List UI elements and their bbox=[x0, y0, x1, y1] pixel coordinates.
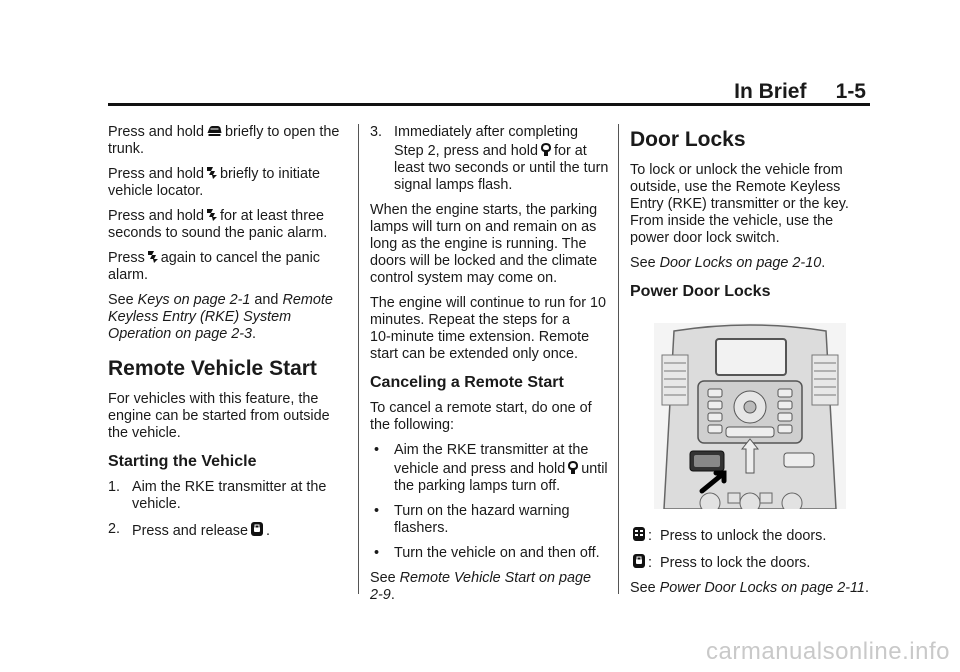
text: See bbox=[630, 580, 660, 596]
subsection-heading: Starting the Vehicle bbox=[108, 453, 257, 470]
bullet-item bbox=[370, 442, 610, 495]
vehicle-locator-icon bbox=[147, 250, 159, 264]
bullet-item bbox=[370, 503, 610, 537]
text: Press and release bbox=[132, 523, 248, 539]
list-text bbox=[132, 521, 270, 540]
text: briefly to open the trunk. bbox=[108, 124, 340, 157]
paragraph: The engine will continue to run for 10 minutes. Repeat the steps for a 10‑minute time extension. Remote start can be extended only once. bbox=[370, 295, 606, 362]
bullet: • bbox=[374, 545, 380, 561]
text: Press and hold bbox=[108, 208, 204, 224]
bullet-item bbox=[370, 545, 610, 562]
dashboard-illustration bbox=[654, 323, 846, 509]
trunk-paragraph bbox=[108, 124, 344, 158]
lock-icon bbox=[632, 553, 646, 569]
see-reference bbox=[108, 292, 344, 343]
remote-start-icon bbox=[540, 141, 552, 157]
subsection-heading: Power Door Locks bbox=[630, 283, 771, 300]
column-divider bbox=[358, 124, 359, 594]
vehicle-locator-icon bbox=[206, 208, 218, 222]
section-heading: Remote Vehicle Start bbox=[108, 357, 317, 380]
vehicle-locator-icon bbox=[206, 166, 218, 180]
text: for at least three seconds to sound the panic alarm. bbox=[108, 208, 328, 241]
text: See bbox=[630, 255, 660, 271]
list-item bbox=[108, 521, 344, 540]
text: See bbox=[370, 570, 400, 586]
list-number: 1. bbox=[108, 479, 121, 495]
text: for at least two seconds or until the turn signal lamps flash. bbox=[394, 143, 609, 193]
text: Press bbox=[108, 250, 145, 266]
remote-start-icon bbox=[567, 459, 579, 475]
unlock-icon bbox=[632, 526, 646, 542]
reference-link[interactable]: Door Locks on page 2‑10 bbox=[659, 255, 822, 271]
text: Press and hold bbox=[108, 124, 204, 140]
bullet-text bbox=[394, 442, 610, 495]
paragraph: For vehicles with this feature, the engine can be started from outside the vehicle. bbox=[108, 391, 330, 441]
text: . bbox=[821, 255, 826, 271]
paragraph: When the engine starts, the parking lamps will turn on and remain on as long as the engine is running. The doors will be locked and the climate control system may come on. bbox=[370, 202, 598, 286]
column-right bbox=[630, 124, 870, 605]
list-item bbox=[370, 124, 610, 194]
text: : bbox=[648, 528, 652, 544]
page-header-title: In Brief 1-5 bbox=[734, 80, 866, 103]
see-reference bbox=[630, 580, 870, 597]
trunk-icon bbox=[206, 124, 223, 138]
text: Press to unlock the doors. bbox=[660, 528, 827, 544]
text: Immediately after completing Step 2, press and hold bbox=[394, 124, 578, 159]
list-text bbox=[394, 124, 610, 194]
list-number: 3. bbox=[370, 124, 383, 140]
panic-paragraph bbox=[108, 208, 344, 242]
list-number: 2. bbox=[108, 521, 121, 537]
text: . bbox=[390, 587, 395, 603]
list-text: Aim the RKE transmitter at the vehicle. bbox=[132, 479, 327, 512]
text: again to cancel the panic alarm. bbox=[108, 250, 321, 283]
locator-paragraph bbox=[108, 166, 344, 200]
list-item bbox=[108, 479, 344, 513]
text: Press and hold bbox=[108, 166, 204, 182]
text: and bbox=[250, 292, 283, 308]
text: . bbox=[864, 580, 869, 596]
column-left bbox=[108, 124, 344, 548]
reference-link[interactable]: Remote Keyless Entry (RKE) System Operation on page 2‑3 bbox=[108, 292, 333, 342]
bullet-text: Turn the vehicle on and then off. bbox=[394, 545, 600, 561]
text: Press to lock the doors. bbox=[660, 555, 811, 571]
subsection-heading: Canceling a Remote Start bbox=[370, 374, 564, 391]
bullet: • bbox=[374, 442, 380, 458]
paragraph: To cancel a remote start, do one of the following: bbox=[370, 400, 592, 433]
column-divider bbox=[618, 124, 619, 594]
text: : bbox=[648, 555, 652, 571]
see-reference bbox=[630, 255, 870, 272]
text: Aim the RKE transmitter at the vehicle and press and hold bbox=[394, 442, 589, 477]
text: . bbox=[266, 523, 270, 539]
text: until the parking lamps turn off. bbox=[394, 461, 608, 494]
section-heading: Door Locks bbox=[630, 128, 746, 151]
header-rule bbox=[108, 103, 870, 106]
column-middle bbox=[370, 124, 610, 612]
reference-link[interactable]: Power Door Locks on page 2‑11 bbox=[659, 580, 865, 596]
text: briefly to initiate vehicle locator. bbox=[108, 166, 320, 199]
paragraph: To lock or unlock the vehicle from outside, use the Remote Keyless Entry (RKE) transmitter or the key. From inside the vehicle, use the power door lock switch. bbox=[630, 162, 849, 246]
text: . bbox=[252, 326, 257, 342]
see-reference bbox=[370, 570, 610, 604]
lock-row bbox=[630, 553, 870, 572]
unlock-row bbox=[630, 526, 870, 545]
text: See bbox=[108, 292, 138, 308]
bullet: • bbox=[374, 503, 380, 519]
reference-link[interactable]: Remote Vehicle Start on page 2‑9 bbox=[370, 570, 592, 603]
lock-icon bbox=[250, 521, 264, 537]
reference-link[interactable]: Keys on page 2‑1 bbox=[137, 292, 251, 308]
cancel-panic-paragraph bbox=[108, 250, 344, 284]
watermark: carmanualsonline.info bbox=[706, 638, 950, 665]
bullet-text: Turn on the hazard warning flashers. bbox=[394, 503, 570, 536]
